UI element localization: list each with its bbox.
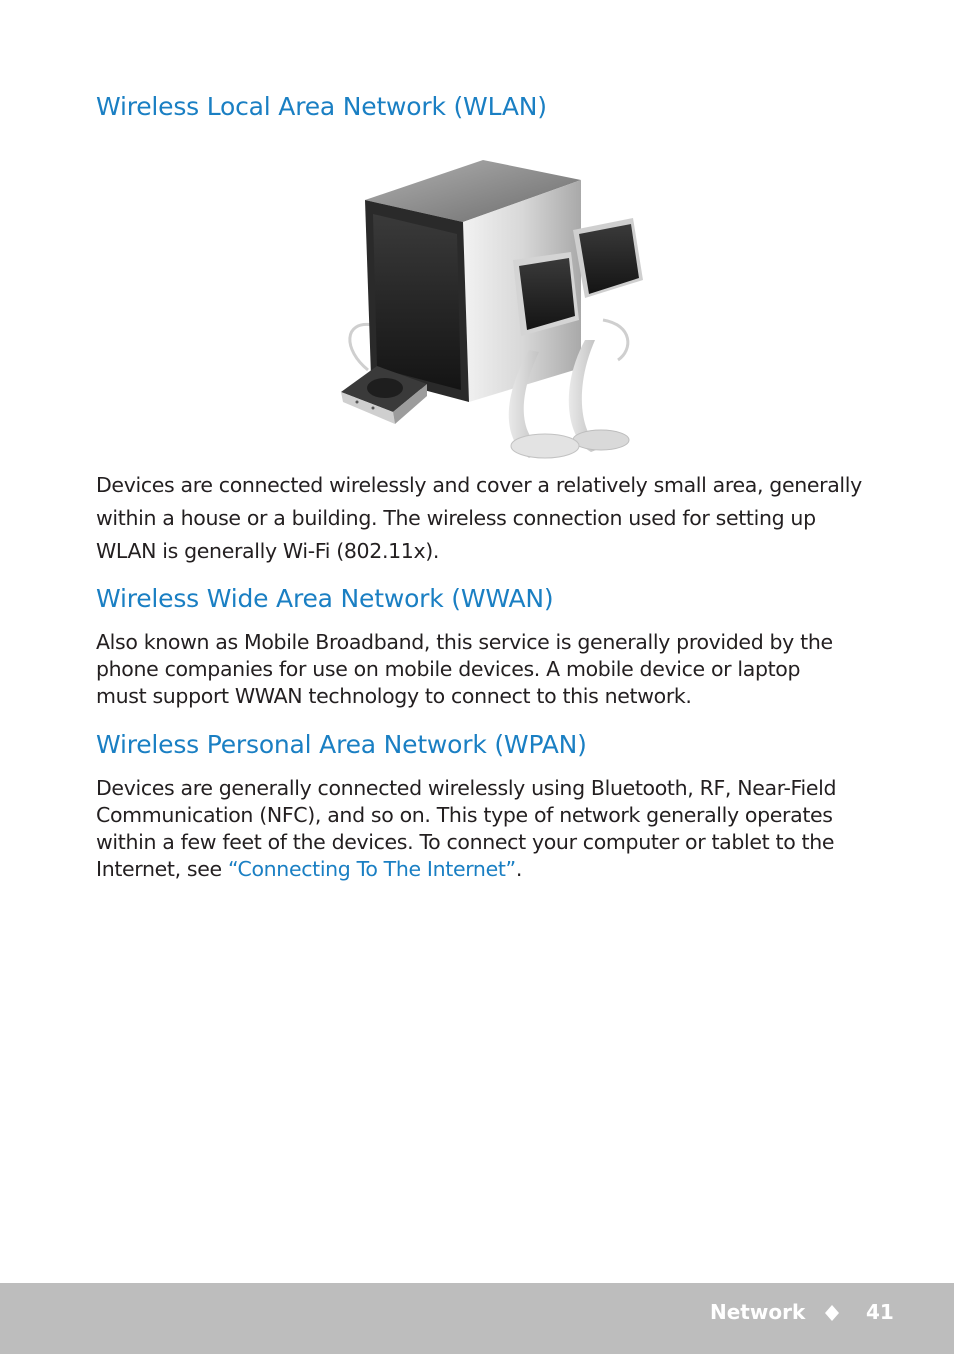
body-wwan — [96, 629, 896, 710]
body-line: Also known as Mobile Broadband, this service is generally provided by the — [96, 630, 833, 654]
body-line: within a few feet of the devices. To connect your computer or tablet to the — [96, 830, 835, 854]
body-line: within a house or a building. The wireless connection used for setting up — [96, 506, 816, 530]
body-line: WLAN is generally Wi-Fi (802.11x). — [96, 539, 440, 563]
heading-wwan: Wireless Wide Area Network (WWAN) — [96, 584, 554, 613]
body-wlan — [96, 469, 896, 568]
body-line: Devices are generally connected wirelessly using Bluetooth, RF, Near-Field — [96, 776, 837, 800]
body-line: phone companies for use on mobile devices. A mobile device or laptop — [96, 657, 801, 681]
body-text: . — [515, 857, 522, 881]
body-line: Devices are connected wirelessly and cover a relatively small area, generally — [96, 473, 862, 497]
body-line-last — [96, 856, 896, 883]
footer-section-name: Network — [710, 1300, 806, 1324]
heading-wpan: Wireless Personal Area Network (WPAN) — [96, 730, 587, 759]
page-footer — [0, 1283, 954, 1354]
page-number: 41 — [866, 1300, 894, 1324]
speaker-system-icon — [333, 140, 653, 462]
heading-wlan: Wireless Local Area Network (WLAN) — [96, 92, 547, 121]
body-line: Communication (NFC), and so on. This type of network generally operates — [96, 803, 833, 827]
body-wpan — [96, 775, 896, 883]
body-text: Internet, see — [96, 857, 228, 881]
connecting-to-internet-link[interactable]: “Connecting To The Internet” — [227, 857, 516, 881]
diamond-icon — [822, 1303, 842, 1323]
body-line: must support WWAN technology to connect to this network. — [96, 684, 692, 708]
